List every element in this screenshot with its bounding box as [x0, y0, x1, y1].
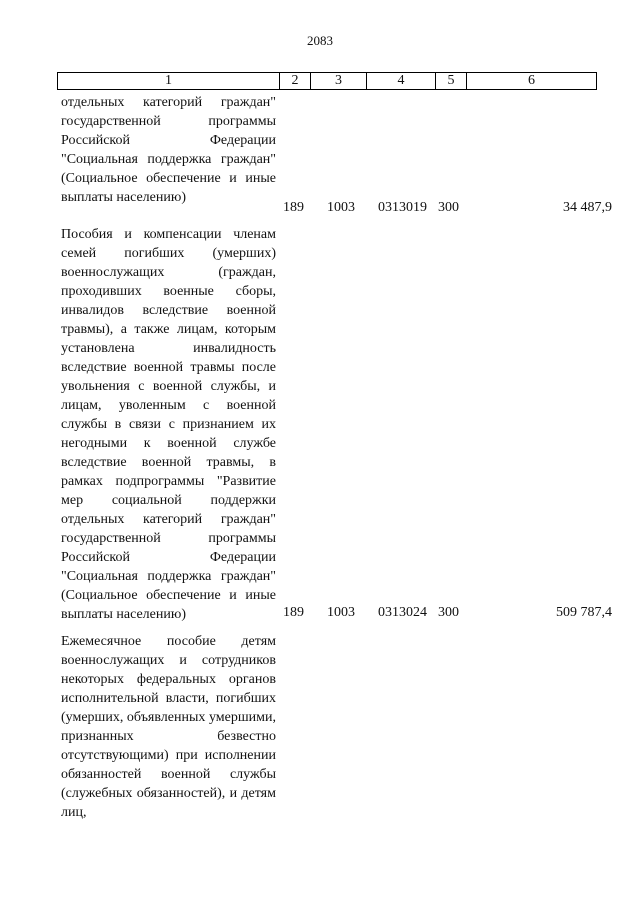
table-header-row: [57, 72, 597, 90]
table-cell-col4: 0313024: [378, 605, 427, 620]
table-cell-col2: 189: [283, 200, 304, 215]
table-cell-col2: 189: [283, 605, 304, 620]
page-number: 2083: [307, 33, 333, 48]
table-cell-col5: 300: [438, 200, 459, 215]
table-cell-col3: 1003: [327, 605, 355, 620]
table-cell-col5: 300: [438, 605, 459, 620]
header-col-4: 4: [367, 73, 436, 89]
table-row-description: отдельных категорий граждан" государственной программы Российской Федерации "Социальная поддержка граждан" (Социальное обеспечение и иные выплаты населению): [61, 95, 276, 205]
header-col-6: 6: [528, 73, 535, 88]
table-cell-col4: 0313019: [378, 200, 427, 215]
header-col-2: 2: [280, 73, 311, 89]
table-cell-col6: 34 487,9: [563, 200, 612, 215]
table-cell-col6: 509 787,4: [556, 605, 612, 620]
header-col-1: 1: [58, 73, 280, 89]
header-col-3: 3: [311, 73, 367, 89]
table-cell-col3: 1003: [327, 200, 355, 215]
header-col-5: 5: [436, 73, 467, 89]
table-row-description: Ежемесячное пособие детям военнослужащих и сотрудников некоторых федеральных органов исполнительной власти, погибших (умерших, объявленных умершими, признанных безвестно отсутствующими) при исполнении обязанностей военной службы (служебных обязанностей), и детям лиц,: [61, 634, 276, 820]
table-row-description: Пособия и компенсации членам семей погибших (умерших) военнослужащих (граждан, проходивших военные сборы, инвалидов вследствие военной травмы), а также лицам, которым установлена инвалидность вследствие военной травмы после увольнения с военной службы, и лицам, уволенным с военной службы в связи с признанием их негодными к военной службе вследствие военной травмы, в рамках подпрограммы "Развитие мер социальной поддержки отдельных категорий граждан" государственной программы Российской Федерации "Социальная поддержка граждан" (Социальное обеспечение и иные выплаты населению): [61, 227, 276, 622]
